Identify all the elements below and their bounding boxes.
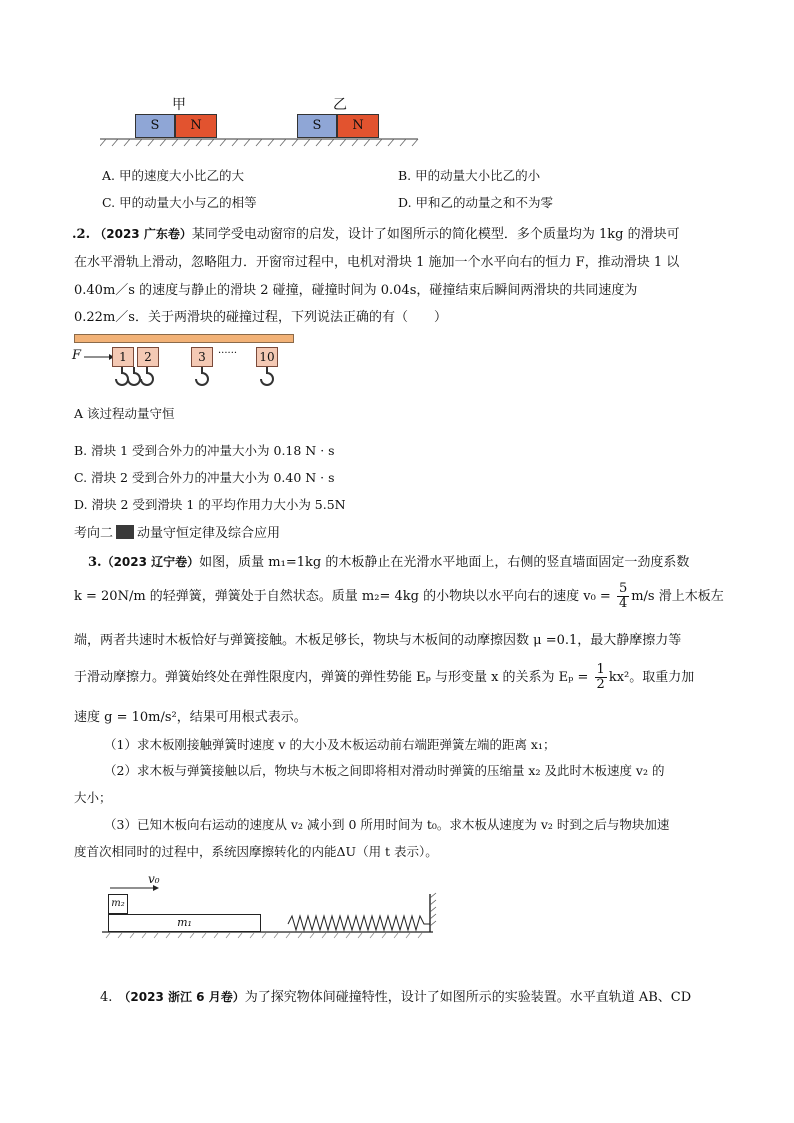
section-heading (74, 522, 280, 541)
slider-1: 1 (112, 347, 134, 367)
board-spring-figure (100, 872, 440, 944)
label-jia: 甲 (172, 97, 186, 113)
magnets-figure (100, 92, 420, 147)
q2-option-a: A 该过程动量守恒 (74, 406, 175, 421)
q2-line-2: 在水平滑轨上滑动，忽略阻力．开窗帘过程中，电机对滑块 1 施加一个水平向右的恒力 F，推动滑块 1 以 (74, 255, 680, 270)
q2-text-1: 某同学受电动窗帘的启发，设计了如图所示的简化模型．多个质量均为 1kg 的滑块可 (191, 227, 680, 242)
block-m2: m₂ (108, 894, 128, 914)
q3-number: 3. (88, 555, 102, 570)
board-m1: m₁ (108, 914, 261, 932)
q3-line-1 (88, 551, 689, 570)
slider-ellipsis: ······ (218, 348, 238, 359)
label-yi: 乙 (333, 97, 347, 113)
slider-3: 3 (191, 347, 213, 367)
magnet-yi-n: N (337, 114, 379, 138)
q3-sub-2b: 大小； (74, 790, 112, 805)
section-mark (116, 525, 134, 539)
q2-source: （2023 广东卷） (94, 227, 192, 241)
ep-fraction: $\frac{1}{2}$ (596, 662, 605, 692)
q3-sub-1: （1）求木板刚接触弹簧时速度 v 的大小及木板运动前右端距弹簧左端的距离 x₁； (104, 737, 556, 752)
q4-text-1: 为了探究物体间碰撞特性，设计了如图所示的实验装置。水平直轨道 AB、CD (244, 990, 692, 1005)
spring-wall (100, 872, 440, 944)
q4-line-1 (100, 986, 691, 1005)
q4-source: （2023 浙江 6 月卷） (118, 990, 245, 1004)
section-right: 动量守恒定律及综合应用 (137, 526, 281, 541)
q1-option-a: A. 甲的速度大小比乙的大 (102, 168, 244, 183)
hooks (110, 367, 290, 391)
slider-2: 2 (137, 347, 159, 367)
q2-line-3: 0.40m／s 的速度与静止的滑块 2 碰撞，碰撞时间为 0.04s，碰撞结束后瞬间两滑块的共同速度为 (74, 283, 638, 298)
q1-option-d: D. 甲和乙的动量之和不为零 (398, 195, 554, 210)
q2-line-4: 0.22m／s．关于两滑块的碰撞过程，下列说法正确的有（ ） (74, 310, 447, 325)
q3-text-4a: 于滑动摩擦力。弹簧始终处在弹性限度内，弹簧的弹性势能 Eₚ 与形变量 x 的关系为 Eₚ = (74, 670, 593, 685)
q3-text-4b: kx²。取重力加 (608, 670, 695, 685)
force-label: F (72, 348, 82, 363)
v0-label: v₀ (148, 872, 160, 886)
ground-hatch (100, 138, 420, 147)
magnet-yi-s: S (297, 114, 337, 138)
q3-line-5: 速度 g = 10m/s²，结果可用根式表示。 (74, 710, 307, 725)
q3-sub-3b: 度首次相同时的过程中，系统因摩擦转化的内能ΔU（用 t 表示）。 (74, 844, 438, 859)
q3-line-3: 端，两者共速时木板恰好与弹簧接触。木板足够长，物块与木板间的动摩擦因数 μ =0.1，最大静摩擦力等 (74, 633, 682, 648)
section-left: 考向二 (74, 526, 114, 541)
force-arrow (82, 352, 114, 362)
q2-number: .2. (72, 227, 91, 242)
slider-10: 10 (256, 347, 278, 367)
q2-line-1 (72, 223, 680, 242)
magnet-jia-n: N (175, 114, 217, 138)
q3-line-4 (74, 663, 694, 692)
q3-text-1: 如图，质量 m₁=1kg 的木板静止在光滑水平地面上，右侧的竖直墙面固定一劲度系数 (199, 555, 690, 570)
q3-sub-3a: （3）已知木板向右运动的速度从 v₂ 减小到 0 所用时间为 t₀。求木板从速度为 v₂ 时到之后与物块加速 (104, 817, 670, 832)
magnet-jia-s: S (135, 114, 175, 138)
q4-number: 4. (100, 990, 113, 1005)
q1-option-b: B. 甲的动量大小比乙的小 (398, 168, 541, 183)
q2-option-b: B. 滑块 1 受到合外力的冲量大小为 0.18 N · s (74, 443, 335, 458)
rail (74, 334, 294, 343)
q2-option-c: C. 滑块 2 受到合外力的冲量大小为 0.40 N · s (74, 470, 335, 485)
q3-line-2 (74, 582, 724, 611)
q3-source: （2023 辽宁卷） (101, 555, 200, 569)
q1-option-c: C. 甲的动量大小与乙的相等 (102, 195, 257, 210)
slider-rail-figure (72, 334, 297, 394)
q3-sub-2a: （2）求木板与弹簧接触以后，物块与木板之间即将相对滑动时弹簧的压缩量 x₂ 及此时木板速度 v₂ 的 (104, 763, 665, 778)
q3-text-2b: m/s 滑上木板左 (631, 589, 724, 604)
q2-option-d: D. 滑块 2 受到滑块 1 的平均作用力大小为 5.5N (74, 497, 346, 512)
q3-text-2a: k = 20N/m 的轻弹簧，弹簧处于自然状态。质量 m₂= 4kg 的小物块以水平向右的速度 v₀ = (74, 589, 615, 604)
v0-fraction: $\frac{5}{4}$ (618, 581, 628, 611)
